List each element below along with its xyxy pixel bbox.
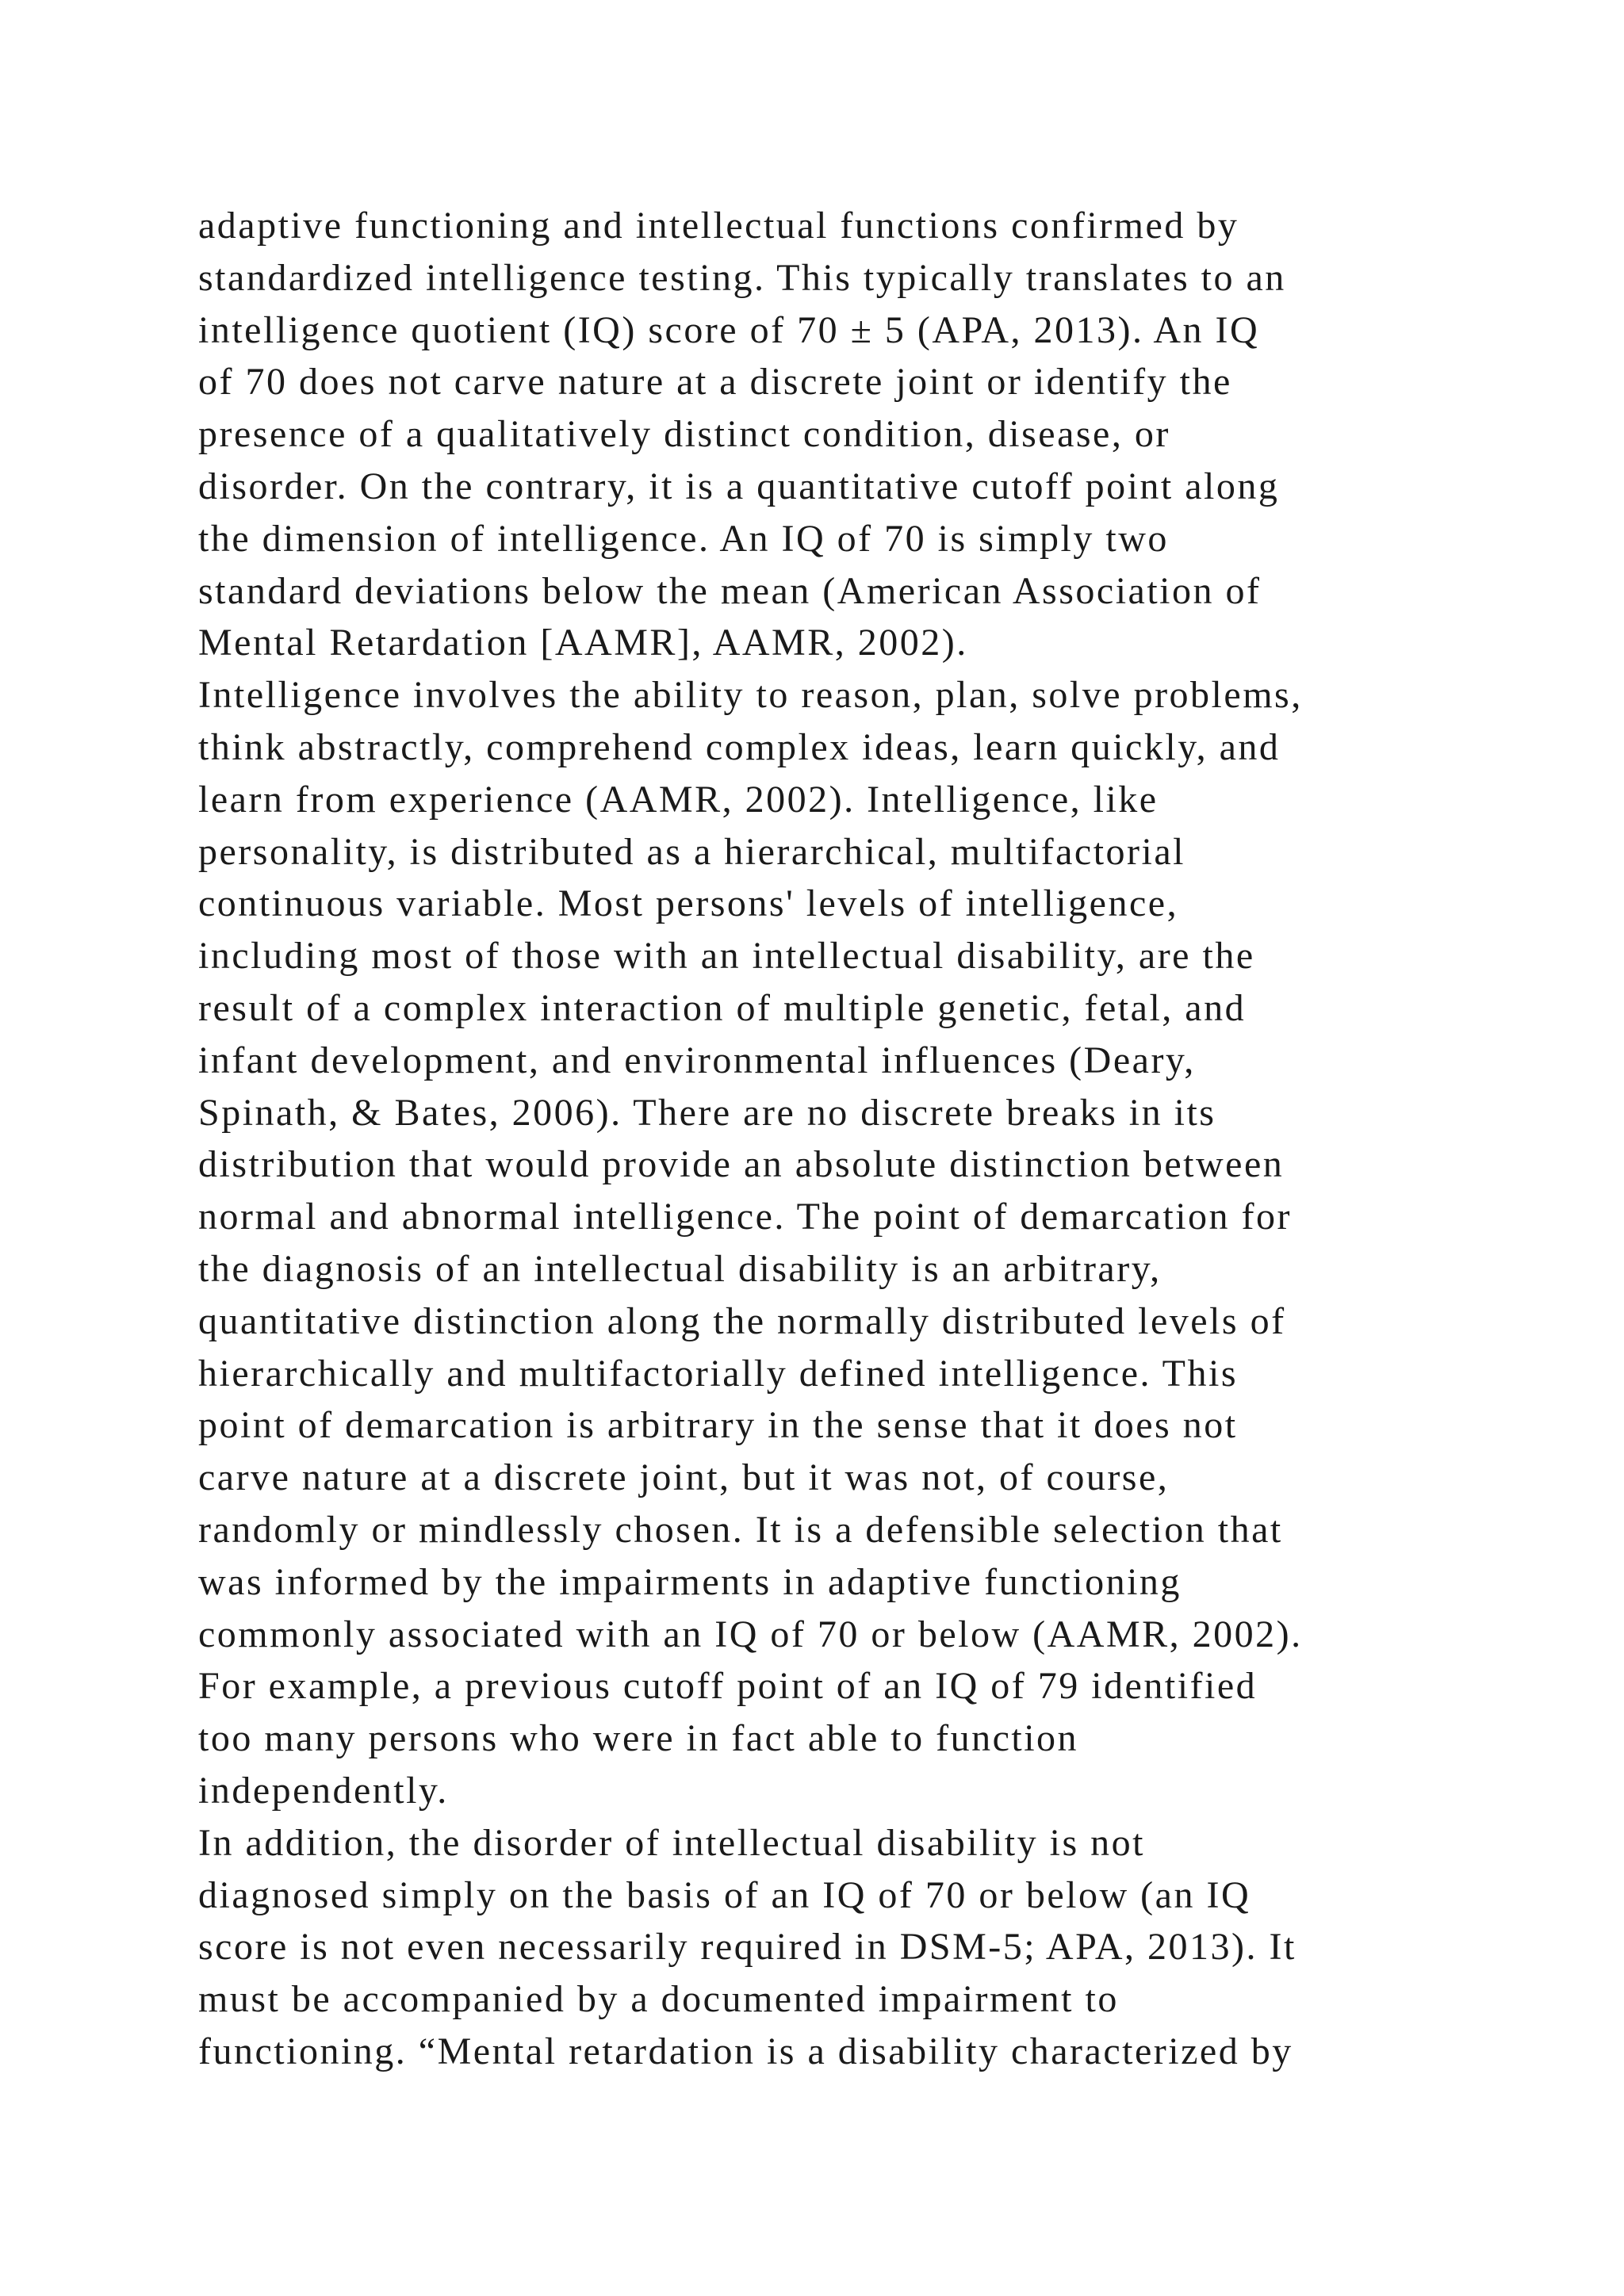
text-line: intelligence quotient (IQ) score of 70 ± 5 (APA, 2013). An IQ bbox=[198, 308, 1260, 351]
text-line: including most of those with an intellectual disability, are the bbox=[198, 935, 1255, 978]
text-line: adaptive functioning and intellectual functions confirmed by bbox=[198, 205, 1239, 247]
text-line: randomly or mindlessly chosen. It is a defensible selection that bbox=[198, 1508, 1283, 1551]
text-line: For example, a previous cutoff point of an IQ of 79 identified bbox=[198, 1665, 1258, 1708]
text-line: distribution that would provide an absolute distinction between bbox=[198, 1143, 1285, 1186]
text-line: disorder. On the contrary, it is a quantitative cutoff point along bbox=[198, 465, 1280, 507]
text-line: too many persons who were in fact able to function bbox=[198, 1717, 1079, 1760]
text-line: think abstractly, comprehend complex ideas, learn quickly, and bbox=[198, 725, 1281, 768]
text-line: infant development, and environmental influences (Deary, bbox=[198, 1039, 1196, 1081]
text-line: functioning. “Mental retardation is a disability characterized by bbox=[198, 2030, 1293, 2072]
text-line: normal and abnormal intelligence. The point of demarcation for bbox=[198, 1196, 1293, 1238]
text-line: Intelligence involves the ability to reason, plan, solve problems, bbox=[198, 674, 1303, 717]
text-line: was informed by the impairments in adaptive functioning bbox=[198, 1560, 1182, 1603]
text-line: carve nature at a discrete joint, but it was not, of course, bbox=[198, 1456, 1170, 1499]
text-line: diagnosed simply on the basis of an IQ of 70 or below (an IQ bbox=[198, 1873, 1251, 1916]
text-line: independently. bbox=[198, 1769, 449, 1812]
text-line: standardized intelligence testing. This typically translates to an bbox=[198, 256, 1286, 299]
text-line: must be accompanied by a documented impairment to bbox=[198, 1978, 1119, 2021]
text-line: continuous variable. Most persons' levels of intelligence, bbox=[198, 882, 1179, 925]
text-line: Spinath, & Bates, 2006). There are no discrete breaks in its bbox=[198, 1091, 1216, 1134]
text-line: personality, is distributed as a hierarchical, multifactorial bbox=[198, 830, 1186, 873]
text-line: score is not even necessarily required in DSM-5; APA, 2013). It bbox=[198, 1926, 1297, 1969]
text-line: commonly associated with an IQ of 70 or below (AAMR, 2002). bbox=[198, 1613, 1303, 1655]
text-line: In addition, the disorder of intellectual disability is not bbox=[198, 1821, 1145, 1864]
text-line: presence of a qualitatively distinct condition, disease, or bbox=[198, 413, 1170, 456]
text-line: learn from experience (AAMR, 2002). Intelligence, like bbox=[198, 778, 1159, 821]
text-line: the dimension of intelligence. An IQ of 70 is simply two bbox=[198, 517, 1169, 560]
text-line: point of demarcation is arbitrary in the sense that it does not bbox=[198, 1404, 1238, 1447]
text-line: Mental Retardation [AAMR], AAMR, 2002). bbox=[198, 622, 968, 664]
text-line: of 70 does not carve nature at a discrete joint or identify the bbox=[198, 361, 1232, 404]
document-page bbox=[198, 200, 1499, 2078]
text-line: result of a complex interaction of multiple genetic, fetal, and bbox=[198, 986, 1247, 1029]
text-line: the diagnosis of an intellectual disability is an arbitrary, bbox=[198, 1247, 1162, 1290]
text-line: hierarchically and multifactorially defined intelligence. This bbox=[198, 1352, 1239, 1395]
text-line: quantitative distinction along the normally distributed levels of bbox=[198, 1299, 1286, 1342]
text-line: standard deviations below the mean (American Association of bbox=[198, 569, 1262, 612]
